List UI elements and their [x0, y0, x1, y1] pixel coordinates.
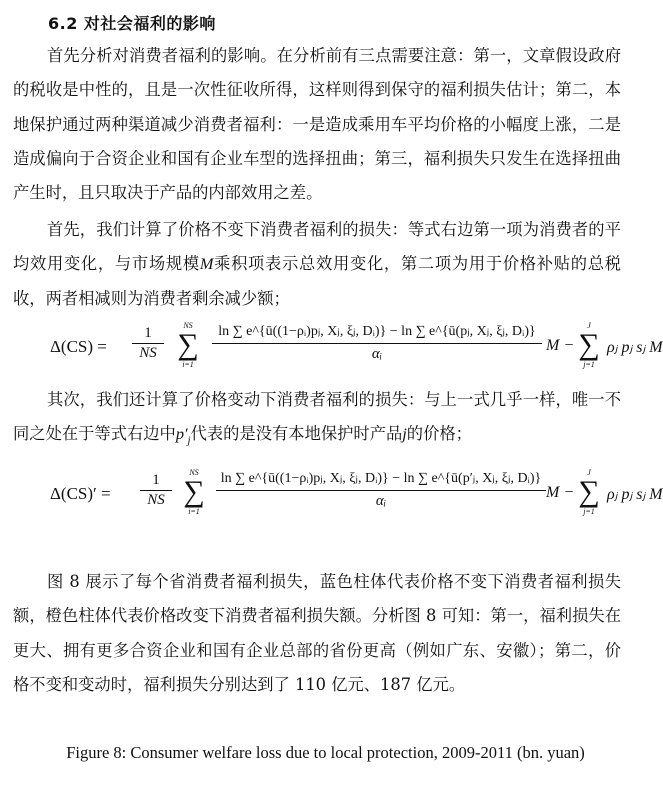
- sum-upper: NS: [189, 468, 199, 477]
- equation-lhs: Δ(CS)′ =: [50, 484, 111, 503]
- fraction-numerator: 1: [132, 325, 164, 344]
- fraction-numerator: ln ∑ e^{ū((1−ρᵢ)pⱼ, Xⱼ, ξⱼ, Dᵢ)} − ln ∑ e^{ū(pⱼ, Xⱼ, ξⱼ, Dᵢ)}: [212, 323, 542, 344]
- figure-caption: Figure 8: Consumer welfare loss due to local protection, 2009-2011 (bn. yuan): [66, 743, 585, 762]
- fraction-denominator: αᵢ: [375, 493, 387, 509]
- sigma-icon: ∑: [578, 328, 600, 361]
- fraction-numerator: ln ∑ e^{ū((1−ρᵢ)pⱼ, Xⱼ, ξⱼ, Dᵢ)} − ln ∑ e^{ū(p′ⱼ, Xⱼ, ξⱼ, Dᵢ)}: [216, 470, 546, 491]
- paragraph-price-constant: [13, 213, 621, 316]
- sum-lower: i=1: [188, 507, 200, 516]
- fraction-one-over-ns: [132, 325, 164, 362]
- paragraph-text: 乘积项表示总效用变化，第二项为用于价格补贴的总税收，两者相减则为消费者剩余减少额；: [13, 254, 621, 308]
- summation-j: J ∑ j=1: [574, 321, 604, 369]
- paragraph-price-change: [13, 383, 621, 458]
- math-symbol-p-prime: p′: [175, 424, 188, 444]
- fraction-denominator: NS: [139, 345, 157, 361]
- math-subscript-j: j: [187, 434, 191, 447]
- utility-difference-fraction: [212, 323, 542, 363]
- section-heading: 6.2 对社会福利的影响: [48, 14, 216, 33]
- summation-i: [174, 468, 214, 516]
- fraction-denominator: NS: [147, 492, 165, 508]
- paragraph-text: 的价格；: [406, 424, 472, 444]
- equation-tail-m: M −: [546, 337, 575, 354]
- paragraph-text: 其次，我们还计算了价格变动下消费者福利的损失：与上一式几乎一样，唯一不同之处在于等式右边中: [13, 390, 621, 444]
- utility-difference-fraction: [216, 470, 546, 510]
- sum-upper: NS: [183, 321, 193, 330]
- sigma-icon: ∑: [177, 328, 199, 361]
- sigma-icon: ∑: [183, 475, 205, 508]
- math-symbol-M: M: [199, 254, 214, 274]
- sum-lower: i=1: [182, 360, 194, 369]
- paragraph-text: 首先，我们计算了价格不变下消费者福利的损失：等式右边第一项为消费者的平均效用变化，与市场规模: [13, 220, 621, 274]
- paragraph-text: 代表的是没有本地保护时产品: [190, 424, 403, 444]
- math-symbol-j: j: [402, 424, 407, 444]
- fraction-denominator: αᵢ: [371, 346, 383, 362]
- sigma-icon: ∑: [578, 475, 600, 508]
- equation-tail-m: M −: [546, 484, 575, 501]
- equation-tail-subsidy: ρⱼ pⱼ sⱼ M: [607, 339, 663, 356]
- equation-2: [50, 468, 663, 526]
- equation-1: [50, 321, 663, 379]
- summation-j: J ∑ j=1: [574, 468, 604, 516]
- paragraph-intro: 首先分析对消费者福利的影响。在分析前有三点需要注意：第一，文章假设政府的税收是中性的，且是一次性征收所得，这样则得到保守的福利损失估计；第二，本地保护通过两种渠道减少消费者福利：一是造成乘用车平均价格的小幅度上涨，二是造成偏向于合资企业和国有企业车型的选择扭曲；第三，福利损失只发生在选择扭曲产生时，且只取决于产品的内部效用之差。: [13, 46, 621, 203]
- equation-tail-subsidy: ρⱼ pⱼ sⱼ M: [607, 486, 663, 503]
- paragraph-figure-discussion: 图 8 展示了每个省消费者福利损失，蓝色柱体代表价格不变下消费者福利损失额，橙色柱体代表价格改变下消费者福利损失额。分析图 8 可知：第一，福利损失在更大、拥有更多合资企业和国有企业总部的省份更高（例如广东、安徽）；第二，价格不变和变动时，福利损失分别达到了 110 亿元、187 亿元。: [13, 572, 621, 694]
- fraction-one-over-ns: [140, 472, 172, 509]
- equation-lhs: Δ(CS) =: [50, 337, 107, 356]
- fraction-numerator: 1: [140, 472, 172, 491]
- summation-i: [168, 321, 208, 369]
